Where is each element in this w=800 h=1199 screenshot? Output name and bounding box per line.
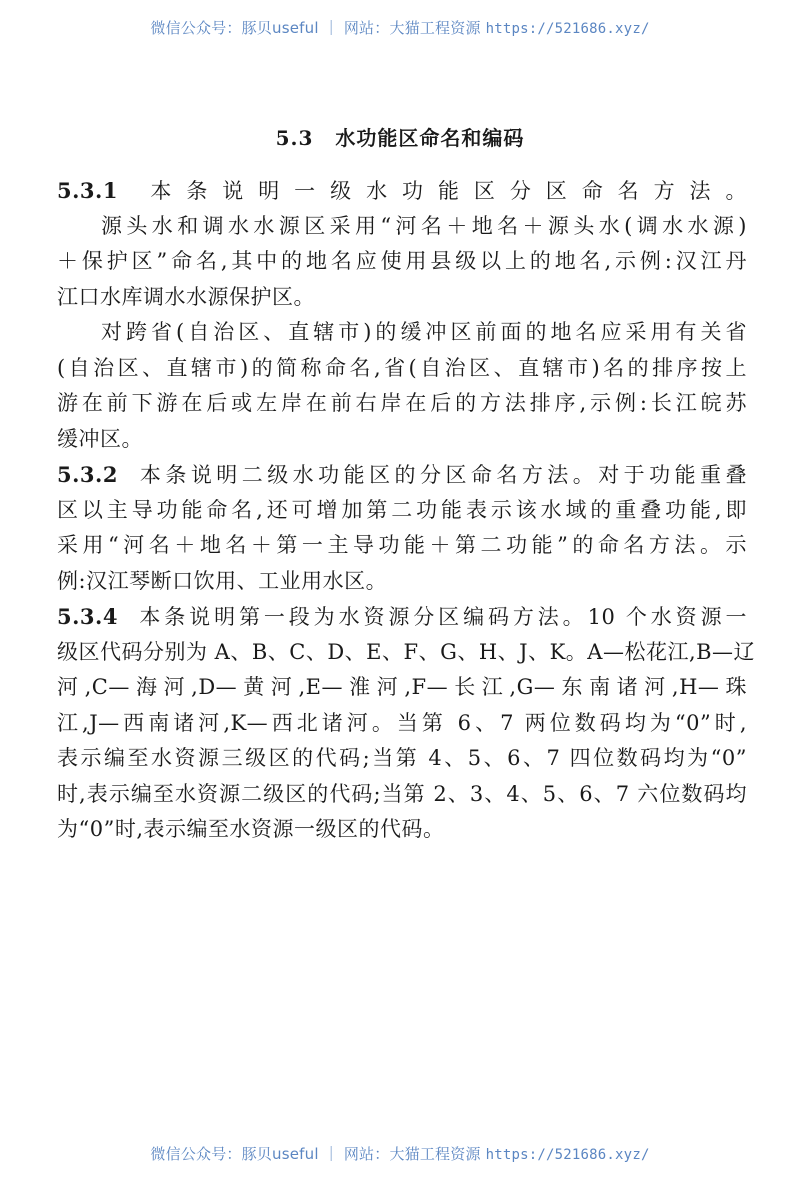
paragraph-line: 级区代码分别为 A、B、C、D、E、F、G、H、J、K。A—松花江,B—辽 (57, 639, 756, 664)
paragraph-line: 例:汉江琴断口饮用、工业用水区。 (57, 568, 388, 593)
paragraph-line: 江,J—西南诸河,K—西北诸河。当第 6、7 两位数码均为“0”时, (57, 710, 747, 735)
paragraph-line: 区以主导功能命名,还可增加第二功能表示该水域的重叠功能,即 (57, 497, 747, 522)
document-body (57, 173, 756, 848)
watermark-url: https://521686.xyz/ (485, 1147, 650, 1163)
paragraph-line: ＋保护区”命名,其中的地名应使用县级以上的地名,示例:汉江丹 (57, 249, 747, 273)
paragraph-line: 时,表示编至水资源二级区的代码;当第 2、3、4、5、6、7 六位数码均 (57, 781, 747, 806)
watermark-footer (0, 1143, 800, 1164)
clause-text: 本条说明一级水功能区分区命名方法。 (135, 179, 747, 203)
clause-text: 本条说明二级水功能区的分区命名方法。对于功能重叠 (135, 463, 747, 487)
clause-text: 本条说明第一段为水资源分区编码方法。10 个水资源一 (135, 605, 747, 629)
clause-number: 5.3.4 (57, 604, 118, 629)
clause-5-3-4-heading (57, 599, 747, 635)
clause-number: 5.3.1 (57, 178, 118, 203)
paragraph-line: 河,C—海河,D—黄河,E—淮河,F—长江,G—东南诸河,H—珠 (57, 675, 747, 699)
clause-5-3-2-heading (57, 457, 747, 493)
paragraph-line: 江口水库调水水源保护区。 (57, 284, 315, 309)
watermark-url: https://521686.xyz/ (485, 21, 650, 37)
paragraph-line: 源头水和调水水源区采用“河名＋地名＋源头水(调水水源) (101, 213, 747, 238)
paragraph-line: (自治区、直辖市)的简称命名,省(自治区、直辖市)名的排序按上 (57, 355, 747, 380)
paragraph-line: 对跨省(自治区、直辖市)的缓冲区前面的地名应采用有关省 (101, 320, 747, 344)
watermark-text: 微信公众号：豚贝useful ｜ 网站：大猫工程资源 (150, 1145, 486, 1163)
watermark-header (0, 17, 800, 38)
section-heading (0, 122, 800, 151)
clause-5-3-1-heading (57, 173, 747, 209)
paragraph-line: 表示编至水资源三级区的代码;当第 4、5、6、7 四位数码均为“0” (57, 746, 747, 770)
paragraph-line: 缓冲区。 (57, 426, 143, 451)
watermark-text: 微信公众号：豚贝useful ｜ 网站：大猫工程资源 (150, 19, 486, 37)
paragraph-line: 为“0”时,表示编至水资源一级区的代码。 (57, 817, 445, 841)
clause-number: 5.3.2 (57, 462, 118, 487)
section-number: 5.3 (275, 126, 314, 150)
paragraph-line: 采用“河名＋地名＋第一主导功能＋第二功能”的命名方法。示 (57, 533, 747, 557)
paragraph-line: 游在前下游在后或左岸在前右岸在后的方法排序,示例:长江皖苏 (57, 391, 747, 415)
section-title: 水功能区命名和编码 (335, 126, 525, 150)
